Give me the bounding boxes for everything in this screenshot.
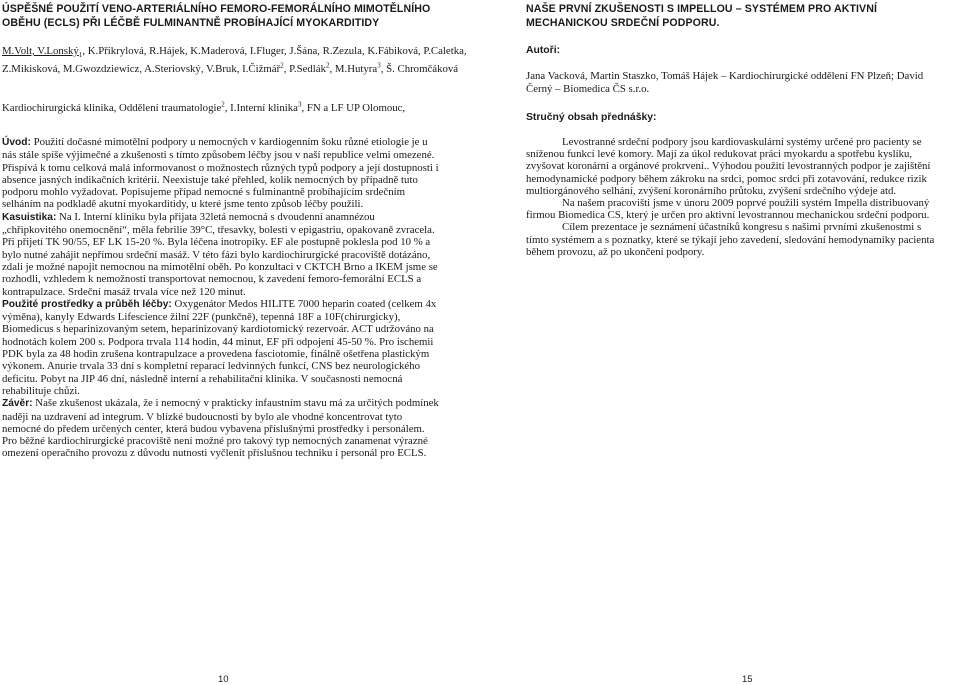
author-text: , M.Hutyra (329, 62, 378, 75)
author-text: , P.Sedlák (283, 62, 326, 75)
section-text-uvod: Použití dočasné mimotělní podpory u nemocných v kardiogenním šoku různé etiologie je u nás stále spíše výjimečné a zkušenosti s tímto způsobem léčby jsou v naší republice velmi omezené. Přispívá k tomu celková malá informovanost o možnostech různých typů podpory a její dostupnosti i absence jasných indikačních kritérií. Neexistuje také přehled, kolik nemocných by případně tuto podporu mohlo vyžadovat. Popisujeme případ nemocné s fulminantně probíhajícím srdečním selháním na podkladě akutní myokarditidy, u které jsme tento způsob léčby použili. (2, 136, 439, 211)
abstract-body (2, 136, 439, 460)
page-number-left: 10 (218, 674, 229, 685)
summary-paragraph: Levostranné srdeční podpory jsou kardiovaskulární systémy určené pro pacienty se sníženou funkcí levé komory. Mají za úkol redukovat práci myokardu a spotřebu kyslíku, zvyšovat koronární a orgánové prokrvení.. Výhodou použití levostranných podpor je zajištění hemodynamické podpory během zákroku na srdci, pomoc srdci při zotavování, redukce rizik multiorgánového selhání, zvýšení koronárního průtoku, zvýšení srdečního výdeje atd. (526, 136, 931, 197)
section-label-kasuistika: Kasuistika: (2, 211, 57, 223)
abstract-title-right: NAŠE PRVNÍ ZKUŠENOSTI S IMPELLOU – SYSTÉMEM PRO AKTIVNÍ MECHANICKOU SRDEČNÍ PODPORU. (526, 3, 878, 29)
page-number-right: 15 (742, 674, 753, 685)
author-text: , Š. Chromčáková (380, 62, 459, 75)
summary-body (526, 136, 946, 258)
authors-label: Autoři: (526, 45, 561, 56)
affiliation (2, 102, 405, 115)
summary-paragraph: Na našem pracovišti jsme v únoru 2009 poprvé použili systém Impella distribuovaný firmou Biomedica CS, který je určen pro aktivní levostrannou mechanickou srdeční podporu. (526, 197, 930, 222)
section-label-uvod: Úvod: (2, 137, 31, 148)
affiliation-text: Kardiochirurgická klinika, Oddělení traumatologie (2, 102, 222, 114)
section-text-kasuistika: Na I. Interní kliniku byla přijata 32letá nemocná s dvoudenní anamnézou „chřipkovitého onemocnění“, měla febrilie 39°C, třesavky, bolesti v epigastriu, opakovaně zvracela. Při přijetí TK 90/55, EF LK 15-20 %. Byla léčena inotropiky. EF ale postupně poklesla pod 10 % a bylo nutné zahájit nepřímou srdeční masáž. V této fázi bylo kardiochirurgické pracoviště dotázáno, zdali je možné napojit nemocnou na mimotělní oběh. Po konzultaci v CKTCH Brno a IKEM jsme se rozhodli, vzhledem k nemožnosti transportovat nemocnou, k zavedení femoro-femorální ECLS a kontrapulzace. Srdeční masáž trvala více než 120 minut. (2, 210, 438, 298)
author-list (2, 45, 472, 76)
section-label-prostredky: Použité prostředky a průběh léčby: (2, 298, 172, 310)
right-page (480, 0, 959, 685)
author-superscript: 2 (280, 61, 284, 70)
author-superscript: 3 (377, 61, 381, 70)
summary-label: Stručný obsah přednášky: (526, 112, 657, 123)
affiliation-text: , I.Interní klinika (224, 102, 298, 114)
affiliation-superscript: 2 (221, 100, 225, 109)
affiliation-text: , FN a LF UP Olomouc, (301, 102, 406, 114)
author-text: M.Volt, V.Lonský (2, 45, 79, 57)
authors-text: Jana Vacková, Martin Staszko, Tomáš Hájek – Kardiochirurgické oddělení FN Plzeň; David Černý – Biomedica ČS s.r.o. (526, 70, 924, 95)
author-text: , K.Přikrylová, R.Hájek, K.Maderová, I.Fluger, J.Šána, R.Zezula, K.Fábiková, P.Caletka, Z.Mikisková, M.Gwozdziewicz, A.Steriovský, V.Bruk, I.Čižmář (2, 45, 467, 75)
author-superscript: 2 (326, 61, 330, 70)
section-label-zaver: Závěr: (2, 398, 33, 410)
abstract-title-left: ÚSPĚŠNÉ POUŽITÍ VENO-ARTERIÁLNÍHO FEMORO-FEMORÁLNÍHO MIMOTĚLNÍHO OBĚHU (ECLS) PŘI LÉČBĚ FULMINANTNĚ PROBÍHAJÍCÍ MYOKARDITIDY (2, 3, 431, 29)
affiliation-superscript: 3 (297, 100, 302, 109)
section-text-prostredky: Oxygenátor Medos HILITE 7000 heparin coated (celkem 4x výměna), kanyly Edwards Lifescience žilní 22F (punkčně), tepenná 18F a 10F(chirurgicky), Biomedicus s heparinizovaným setem, heparinizovaný kardiotomický rezervoár. ACT udržováno na hodnotách kolem 200 s. Podpora trvala 114 hodin, 44 minut, EF při odpojení 45-50 %. Pro ischemii PDK byla za 48 hodin zrušena kontrapulzace a provedena fasciotomie, finálně ošetřena plastickým výkonem. Anurie trvala 33 dní s kompletní reparací ledvinných funkcí, CNS bez neurologického deficitu. Pobyt na JIP 46 dní, následně interní a rehabilitační klinika. V současnosti nemocná rehabilituje chůzi. (2, 297, 437, 397)
section-text-zaver: Naše zkušenost ukázala, že i nemocný v prakticky infaustním stavu má za určitých podmínek naději na uzdravení ad integrum. V blízké budoucnosti by bylo ale vhodné koncentrovat tyto nemocné do předem určených center, která budou vybavena příslušnými prostředky i personálem. Pro běžné kardiochirurgické pracoviště není možné pro takový typ nemocných zanamenat výrazné omezení operačního provozu z důvodu nutnosti vyčlenit příslušnou techniku i personál pro ECLS. (2, 397, 439, 460)
author-superscript: 1 (78, 51, 83, 60)
summary-paragraph: Cílem prezentace je seznámení účastníků kongresu s našimi prvními zkušenostmi s tímto systémem a s poznatky, které se týkají jeho zavedení, sledování hemodynamiky pacienta během provozu, až po ukončení podpory. (526, 221, 935, 258)
